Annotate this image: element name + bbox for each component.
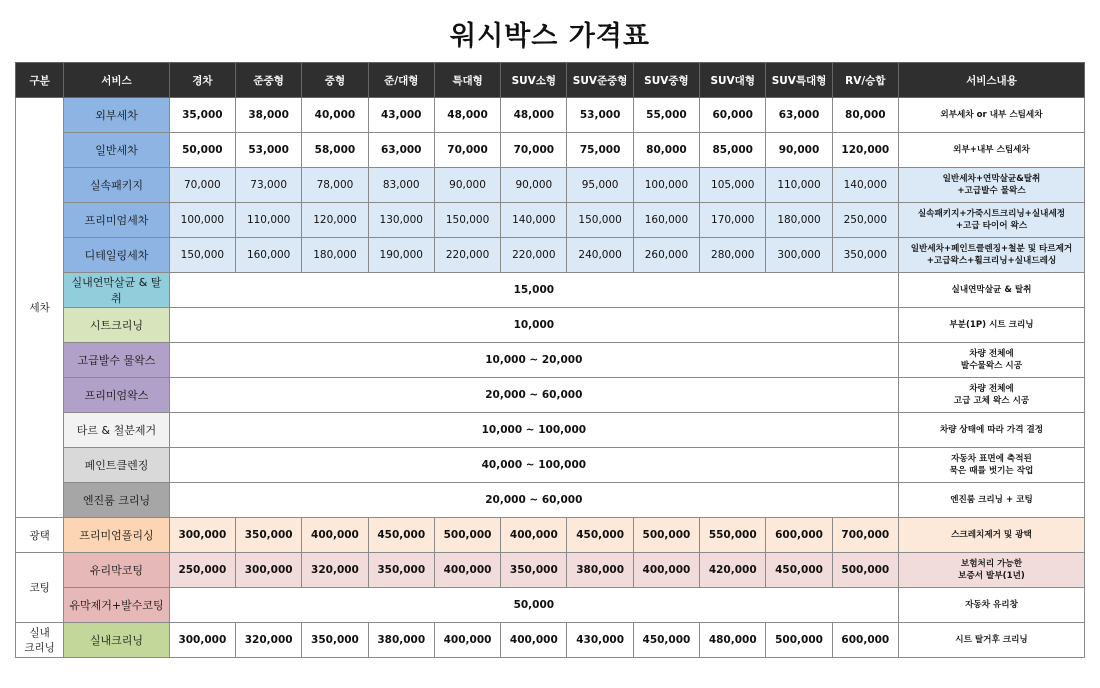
table-row [16, 483, 1085, 518]
price-cell: 48,000 [501, 98, 567, 133]
price-cell: 380,000 [368, 623, 434, 658]
price-cell: 240,000 [567, 238, 633, 273]
price-cell: 400,000 [501, 518, 567, 553]
category-cell: 코팅 [16, 553, 64, 623]
service-description: 스크레치제거 및 광택 [898, 518, 1084, 553]
service-description: 엔진룸 크리닝 + 코팅 [898, 483, 1084, 518]
price-cell: 250,000 [832, 203, 898, 238]
service-name: 디테일링세차 [64, 238, 169, 273]
header-cell: 중형 [302, 63, 368, 98]
price-cell: 350,000 [832, 238, 898, 273]
price-cell: 500,000 [434, 518, 500, 553]
table-row [16, 203, 1085, 238]
price-cell: 150,000 [169, 238, 235, 273]
service-description: 외부세차 or 내부 스팀세차 [898, 98, 1084, 133]
service-name: 프리미엄왁스 [64, 378, 169, 413]
price-cell: 180,000 [766, 203, 832, 238]
price-cell: 550,000 [700, 518, 766, 553]
price-cell: 350,000 [368, 553, 434, 588]
price-cell: 140,000 [501, 203, 567, 238]
price-cell: 90,000 [766, 133, 832, 168]
price-cell: 500,000 [832, 553, 898, 588]
price-cell: 40,000 [302, 98, 368, 133]
price-cell: 400,000 [434, 553, 500, 588]
price-cell: 320,000 [236, 623, 302, 658]
header-cell: RV/승합 [832, 63, 898, 98]
service-name: 실내연막살균 & 탈취 [64, 273, 169, 308]
service-name: 일반세차 [64, 133, 169, 168]
header-cell: 특대형 [434, 63, 500, 98]
price-cell: 60,000 [700, 98, 766, 133]
price-cell: 70,000 [169, 168, 235, 203]
price-cell: 70,000 [501, 133, 567, 168]
header-cell: 준/대형 [368, 63, 434, 98]
price-cell-merged: 20,000 ~ 60,000 [169, 378, 898, 413]
header-cell: 서비스내용 [898, 63, 1084, 98]
price-cell-merged: 10,000 [169, 308, 898, 343]
price-cell: 400,000 [302, 518, 368, 553]
price-cell: 63,000 [766, 98, 832, 133]
price-cell: 150,000 [567, 203, 633, 238]
price-cell: 250,000 [169, 553, 235, 588]
service-name: 시트크리닝 [64, 308, 169, 343]
price-cell: 400,000 [633, 553, 699, 588]
price-cell: 53,000 [236, 133, 302, 168]
service-name: 엔진룸 크리닝 [64, 483, 169, 518]
price-cell: 380,000 [567, 553, 633, 588]
price-cell: 110,000 [236, 203, 302, 238]
service-description: 외부+내부 스팀세차 [898, 133, 1084, 168]
price-cell: 400,000 [501, 623, 567, 658]
price-cell: 140,000 [832, 168, 898, 203]
service-name: 유리막코팅 [64, 553, 169, 588]
price-cell: 420,000 [700, 553, 766, 588]
service-description: 차량 전체에 발수물왁스 시공 [898, 343, 1084, 378]
service-description: 시트 탈거후 크리닝 [898, 623, 1084, 658]
price-cell: 450,000 [368, 518, 434, 553]
price-cell: 110,000 [766, 168, 832, 203]
service-name: 프리미엄세차 [64, 203, 169, 238]
price-cell-merged: 15,000 [169, 273, 898, 308]
price-cell: 350,000 [302, 623, 368, 658]
price-cell: 300,000 [169, 623, 235, 658]
header-cell: SUV중형 [633, 63, 699, 98]
service-name: 실내크리닝 [64, 623, 169, 658]
service-name: 실속패키지 [64, 168, 169, 203]
price-cell: 80,000 [633, 133, 699, 168]
service-description: 차량 전체에 고급 고체 왁스 시공 [898, 378, 1084, 413]
price-cell: 100,000 [169, 203, 235, 238]
price-cell: 190,000 [368, 238, 434, 273]
price-cell: 63,000 [368, 133, 434, 168]
table-row [16, 308, 1085, 343]
price-cell: 220,000 [501, 238, 567, 273]
price-cell-merged: 20,000 ~ 60,000 [169, 483, 898, 518]
price-cell: 73,000 [236, 168, 302, 203]
price-cell: 75,000 [567, 133, 633, 168]
service-name: 타르 & 철분제거 [64, 413, 169, 448]
price-cell: 43,000 [368, 98, 434, 133]
price-cell: 83,000 [368, 168, 434, 203]
price-cell: 450,000 [633, 623, 699, 658]
price-cell: 48,000 [434, 98, 500, 133]
price-cell: 480,000 [700, 623, 766, 658]
price-cell: 55,000 [633, 98, 699, 133]
service-description: 차량 상태에 따라 가격 결정 [898, 413, 1084, 448]
price-cell: 260,000 [633, 238, 699, 273]
header-cell: SUV대형 [700, 63, 766, 98]
table-row [16, 588, 1085, 623]
table-row [16, 238, 1085, 273]
category-cell: 실내 크리닝 [16, 623, 64, 658]
price-cell: 95,000 [567, 168, 633, 203]
price-cell: 100,000 [633, 168, 699, 203]
price-cell: 220,000 [434, 238, 500, 273]
price-cell: 300,000 [169, 518, 235, 553]
service-name: 페인트클렌징 [64, 448, 169, 483]
price-cell: 160,000 [633, 203, 699, 238]
service-description: 일반세차+연막살균&탈취 +고급발수 물왁스 [898, 168, 1084, 203]
header-row [16, 63, 1085, 98]
price-cell: 85,000 [700, 133, 766, 168]
price-cell-merged: 50,000 [169, 588, 898, 623]
price-cell-merged: 10,000 ~ 100,000 [169, 413, 898, 448]
price-cell: 130,000 [368, 203, 434, 238]
service-description: 실속패키지+가죽시트크리닝+실내세정 +고급 타이어 왁스 [898, 203, 1084, 238]
price-cell: 105,000 [700, 168, 766, 203]
price-cell: 350,000 [501, 553, 567, 588]
price-cell: 600,000 [832, 623, 898, 658]
header-cell: SUV준중형 [567, 63, 633, 98]
price-cell: 500,000 [633, 518, 699, 553]
price-cell: 320,000 [302, 553, 368, 588]
price-cell: 90,000 [434, 168, 500, 203]
price-cell: 35,000 [169, 98, 235, 133]
table-row [16, 98, 1085, 133]
price-cell: 400,000 [434, 623, 500, 658]
header-cell: 서비스 [64, 63, 169, 98]
header-cell: SUV특대형 [766, 63, 832, 98]
table-row [16, 623, 1085, 658]
header-cell: 경차 [169, 63, 235, 98]
service-name: 외부세차 [64, 98, 169, 133]
service-description: 자동차 표면에 축적된 묵은 때를 벗기는 작업 [898, 448, 1084, 483]
price-cell: 350,000 [236, 518, 302, 553]
price-cell: 180,000 [302, 238, 368, 273]
service-name: 프리미엄폴리싱 [64, 518, 169, 553]
table-row [16, 413, 1085, 448]
service-name: 고급발수 물왁스 [64, 343, 169, 378]
price-cell: 450,000 [567, 518, 633, 553]
header-cell: 구분 [16, 63, 64, 98]
service-description: 일반세차+페인트클렌징+철분 및 타르제거 +고급왁스+휠크리닝+실내드레싱 [898, 238, 1084, 273]
header-cell: 준중형 [236, 63, 302, 98]
price-cell: 300,000 [236, 553, 302, 588]
price-cell: 78,000 [302, 168, 368, 203]
service-description: 실내연막살균 & 탈취 [898, 273, 1084, 308]
table-row [16, 168, 1085, 203]
page-title: 워시박스 가격표 [450, 21, 650, 52]
price-cell: 700,000 [832, 518, 898, 553]
table-row [16, 378, 1085, 413]
price-cell-merged: 10,000 ~ 20,000 [169, 343, 898, 378]
price-cell: 150,000 [434, 203, 500, 238]
table-row [16, 518, 1085, 553]
price-cell: 500,000 [766, 623, 832, 658]
category-cell: 광택 [16, 518, 64, 553]
price-cell: 70,000 [434, 133, 500, 168]
table-row [16, 273, 1085, 308]
table-row [16, 133, 1085, 168]
price-cell: 38,000 [236, 98, 302, 133]
table-row [16, 553, 1085, 588]
table-row [16, 343, 1085, 378]
price-table [15, 62, 1085, 658]
header-cell: SUV소형 [501, 63, 567, 98]
price-cell: 170,000 [700, 203, 766, 238]
table-row [16, 448, 1085, 483]
price-cell: 120,000 [832, 133, 898, 168]
service-description: 보험처리 가능한 보증서 발부(1년) [898, 553, 1084, 588]
price-cell: 600,000 [766, 518, 832, 553]
price-cell: 450,000 [766, 553, 832, 588]
category-cell: 세차 [16, 98, 64, 518]
price-cell: 300,000 [766, 238, 832, 273]
price-cell: 50,000 [169, 133, 235, 168]
price-cell: 160,000 [236, 238, 302, 273]
price-cell: 90,000 [501, 168, 567, 203]
price-cell: 280,000 [700, 238, 766, 273]
service-name: 유막제거+발수코팅 [64, 588, 169, 623]
price-cell: 120,000 [302, 203, 368, 238]
price-cell: 80,000 [832, 98, 898, 133]
service-description: 자동차 유리창 [898, 588, 1084, 623]
price-cell: 430,000 [567, 623, 633, 658]
service-description: 부분(1P) 시트 크리닝 [898, 308, 1084, 343]
price-cell: 58,000 [302, 133, 368, 168]
price-cell: 53,000 [567, 98, 633, 133]
price-cell-merged: 40,000 ~ 100,000 [169, 448, 898, 483]
